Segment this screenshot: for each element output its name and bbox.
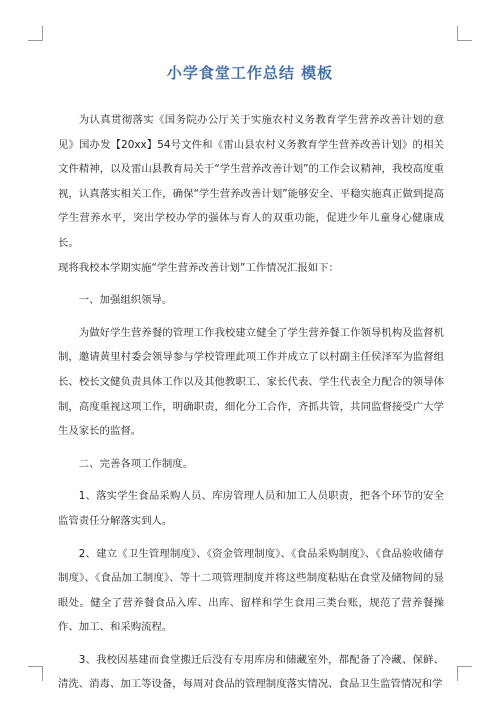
intro-paragraph: 为认真贯彻落实《国务院办公厅关于实施农村义务教育学生营养改善计划的意见》国办发【20xx】54号文件和《雷山县农村义务教育学生营养改善计划》的相关文件精神，以及雷山县教育局关于“学生营养改善计划”的工作会议精神，我校高度重视，认真落实相关工作，确保“学生营养改善计划”能够安全、平稳实施真正做到提高学生营养水平，突出学校办学的强体与育人的双重功能，促进少年儿童身心健康成长。	[58, 114, 444, 249]
page-title: 小学食堂工作总结 模板	[166, 64, 334, 82]
intro-summary-line: 现将我校本学期实施“学生营养改善计划”工作情况汇报如下：	[58, 261, 339, 274]
crop-mark-top-right	[457, 26, 472, 41]
systems-item-2: 2、建立《卫生管理制度》、《资金管理制度》、《食品采购制度》、《食品验收储存制度》、《食品加工制度》、等十二项管理制度并将这些制度粘贴在食堂及储物间的显眼处。健全了营养餐食品入库、出库、留样和学生食用三类台账，规范了营养餐操作、加工、和采购流程。	[58, 547, 444, 634]
section-heading-organization: 一、加强组织领导。	[78, 294, 173, 307]
crop-mark-bottom-left	[28, 666, 43, 681]
document-body	[58, 108, 444, 705]
organization-paragraph: 为做好学生营养餐的管理工作我校建立健全了学生营养餐工作领导机构及监督机制，邀请黄里村委会领导参与学校管理此项工作并成立了以村副主任侯泽军为监督组长、校长文健负责具体工作以及其他教职工、家长代表、学生代表全力配合的领导体制，高度重视这项工作，明确职责，细化分工合作，齐抓共管，共同监督接受广大学生及家长的监督。	[58, 326, 444, 438]
section-heading-systems: 二、完善各项工作制度。	[78, 457, 194, 470]
crop-mark-top-left	[28, 26, 43, 41]
systems-item-1: 1、落实学生食品采购人员、库房管理人员和加工人员职责，把各个环节的安全监管责任分解落实到人。	[58, 490, 444, 527]
systems-item-3: 3、我校因基建而食堂搬迁后没有专用库房和储藏室外，都配备了冷藏、保鲜、清洗、消毒、加工等设备，每周对食品的管理制度落实情况、食品卫生监管情况和学	[58, 653, 444, 691]
crop-mark-bottom-right	[457, 666, 472, 681]
